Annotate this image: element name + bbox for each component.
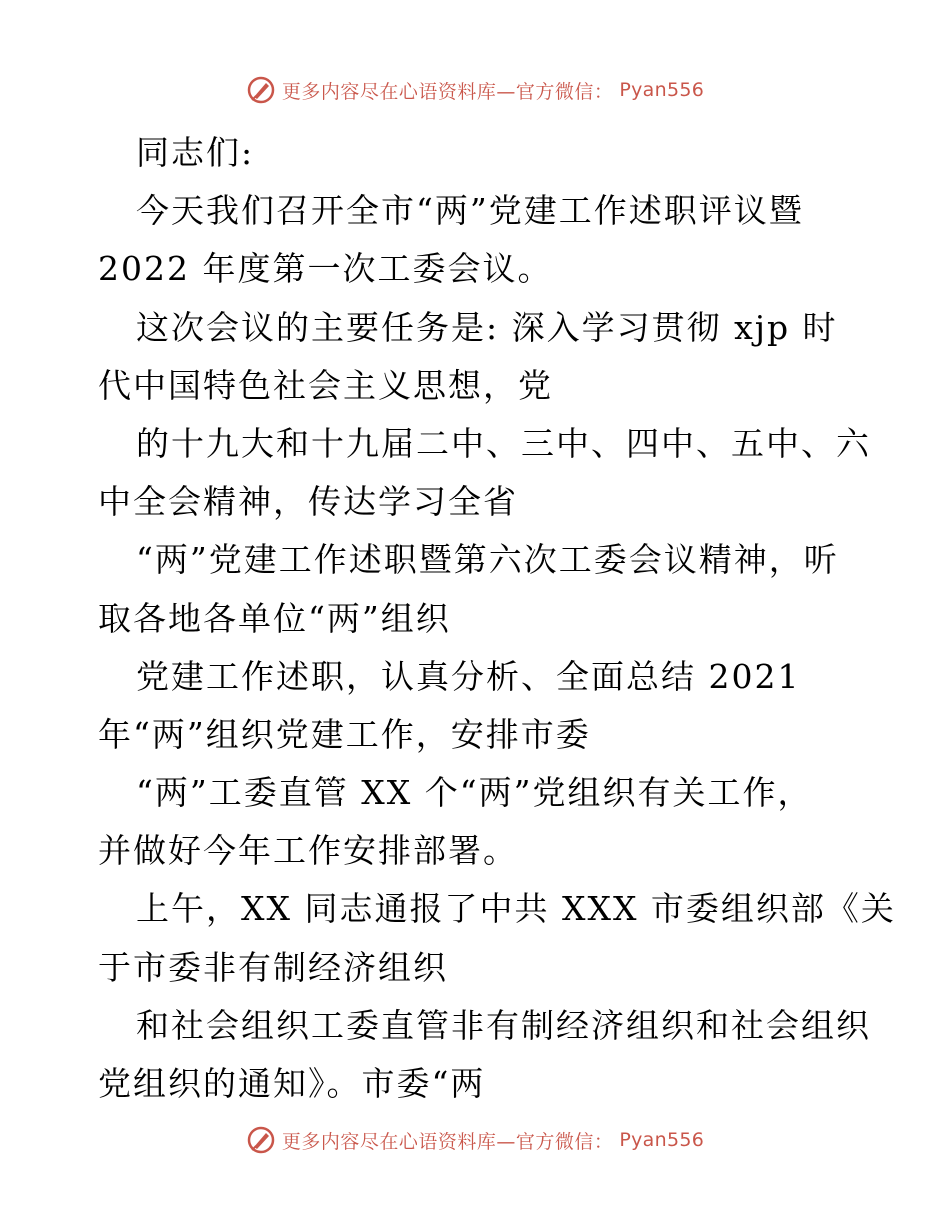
watermark-text: 更多内容尽在心语资料库—官方微信： [281, 80, 614, 103]
watermark-header [0, 70, 950, 110]
paragraph-line: 中全会精神，传达学习全省 [98, 482, 518, 522]
paragraph-line: 这次会议的主要任务是: 深入学习贯彻 xjp 时 [136, 307, 838, 347]
quill-logo-icon [246, 75, 276, 105]
paragraph-line: “两”工委直管 XX 个“两”党组织有关工作， [136, 773, 813, 813]
paragraph-line: 和社会组织工委直管非有制经济组织和社会组织 [136, 1005, 871, 1045]
paragraph-line: 党建工作述职，认真分析、全面总结 2021 [136, 656, 801, 696]
paragraph-line: 2022 年度第一次工委会议。 [98, 249, 553, 289]
document-body [98, 124, 896, 1113]
watermark-wechat-id: Pyan556 [619, 1129, 705, 1151]
paragraph-line: 取各地各单位“两”组织 [98, 598, 451, 638]
paragraph-line: 年“两”组织党建工作，安排市委 [98, 714, 591, 754]
paragraph-line: 代中国特色社会主义思想，党 [98, 365, 553, 405]
paragraph-line: 上午，XX 同志通报了中共 XXX 市委组织部《关 [136, 889, 896, 929]
paragraph-line: 并做好今年工作安排部署。 [98, 831, 518, 871]
paragraph-line: 同志们: [136, 133, 255, 172]
paragraph-line: “两”党建工作述职暨第六次工委会议精神，听 [136, 540, 839, 580]
paragraph-line: 于市委非有制经济组织 [98, 947, 448, 987]
paragraph-line: 的十九大和十九届二中、三中、四中、五中、六 [136, 423, 871, 463]
quill-logo-icon [246, 1125, 276, 1155]
watermark-footer [0, 1120, 950, 1160]
watermark-text: 更多内容尽在心语资料库—官方微信： [281, 1130, 614, 1153]
watermark-wechat-id: Pyan556 [619, 79, 705, 101]
paragraph-line: 党组织的通知》。市委“两 [98, 1064, 486, 1103]
paragraph-line: 今天我们召开全市“两”党建工作述职评议暨 [136, 191, 804, 231]
